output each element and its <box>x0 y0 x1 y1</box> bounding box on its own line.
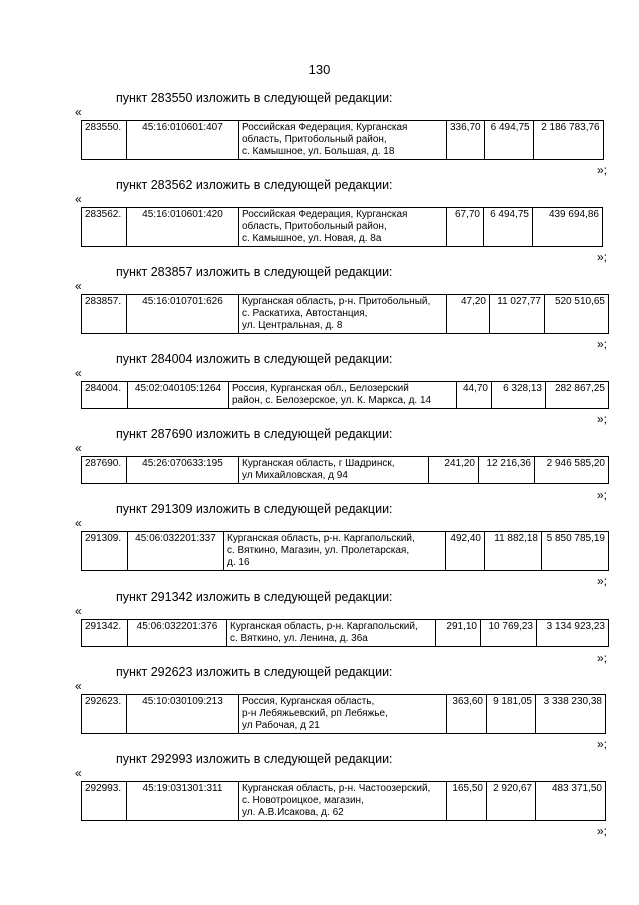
area-cell: 67,70 <box>447 208 484 247</box>
close-quote: »; <box>597 824 608 838</box>
amendment-heading: пункт 291309 изложить в следующей редакции: <box>116 502 393 516</box>
rate-cell: 6 494,75 <box>484 208 533 247</box>
address-cell: Российская Федерация, Курганская область, Притобольный район, с. Камышное, ул. Новая, д. 8а <box>239 208 447 247</box>
table-row <box>82 295 609 334</box>
cadastral-value-cell: 2 946 585,20 <box>535 457 609 484</box>
property-table <box>81 781 606 821</box>
area-cell: 47,20 <box>447 295 490 334</box>
address-cell: Курганская область, р-н. Притобольный, с. Раскатиха, Автостанция, ул. Центральная, д. 8 <box>239 295 447 334</box>
table-row <box>82 382 609 409</box>
rate-cell: 6 494,75 <box>484 121 533 160</box>
rate-cell: 11 027,77 <box>490 295 545 334</box>
table-row <box>82 208 603 247</box>
row-number-cell: 292623. <box>82 695 127 734</box>
table-row <box>82 782 606 821</box>
row-number-cell: 283857. <box>82 295 127 334</box>
row-number-cell: 291309. <box>82 532 128 571</box>
page-number: 130 <box>308 62 331 77</box>
property-table <box>81 694 606 734</box>
close-quote: »; <box>597 651 608 665</box>
amendment-heading: пункт 283857 изложить в следующей редакции: <box>116 265 393 279</box>
rate-cell: 2 920,67 <box>487 782 536 821</box>
table-row <box>82 121 604 160</box>
cadastral-number-cell: 45:02:040105:1264 <box>128 382 229 409</box>
area-cell: 291,10 <box>436 620 481 647</box>
table-row <box>82 695 606 734</box>
area-cell: 363,60 <box>447 695 487 734</box>
cadastral-number-cell: 45:16:010601:420 <box>127 208 239 247</box>
area-cell: 336,70 <box>447 121 485 160</box>
address-cell: Россия, Курганская область, р-н Лебяжьевский, рп Лебяжье, ул Рабочая, д 21 <box>239 695 447 734</box>
address-cell: Российская Федерация, Курганская область, Притобольный район, с. Камышное, ул. Большая, д. 18 <box>239 121 447 160</box>
close-quote: »; <box>597 163 608 177</box>
close-quote: »; <box>597 488 608 502</box>
open-quote: « <box>75 366 82 380</box>
property-table <box>81 456 609 484</box>
row-number-cell: 283550. <box>82 121 127 160</box>
cadastral-number-cell: 45:06:032201:337 <box>128 532 224 571</box>
close-quote: »; <box>597 412 608 426</box>
open-quote: « <box>75 192 82 206</box>
cadastral-value-cell: 2 186 783,76 <box>533 121 603 160</box>
row-number-cell: 291342. <box>82 620 128 647</box>
cadastral-number-cell: 45:16:010601:407 <box>127 121 239 160</box>
open-quote: « <box>75 279 82 293</box>
table-row <box>82 532 609 571</box>
property-table <box>81 207 603 247</box>
cadastral-value-cell: 3 134 923,23 <box>537 620 609 647</box>
rate-cell: 6 328,13 <box>492 382 546 409</box>
property-table <box>81 294 609 334</box>
rate-cell: 11 882,18 <box>485 532 542 571</box>
cadastral-value-cell: 483 371,50 <box>536 782 606 821</box>
close-quote: »; <box>597 250 608 264</box>
cadastral-value-cell: 520 510,65 <box>545 295 609 334</box>
open-quote: « <box>75 441 82 455</box>
cadastral-value-cell: 3 338 230,38 <box>536 695 606 734</box>
amendment-heading: пункт 284004 изложить в следующей редакции: <box>116 352 393 366</box>
row-number-cell: 283562. <box>82 208 127 247</box>
cadastral-number-cell: 45:26:070633:195 <box>127 457 239 484</box>
close-quote: »; <box>597 737 608 751</box>
amendment-heading: пункт 292993 изложить в следующей редакции: <box>116 752 393 766</box>
cadastral-value-cell: 5 850 785,19 <box>542 532 609 571</box>
amendment-heading: пункт 283550 изложить в следующей редакции: <box>116 91 393 105</box>
property-table <box>81 531 609 571</box>
cadastral-number-cell: 45:10:030109:213 <box>127 695 239 734</box>
address-cell: Курганская область, г Шадринск, ул Михайловская, д 94 <box>239 457 429 484</box>
address-cell: Курганская область, р-н. Частоозерский, с. Новотроицкое, магазин, ул. А.В.Исакова, д. 62 <box>239 782 447 821</box>
row-number-cell: 287690. <box>82 457 127 484</box>
amendment-heading: пункт 283562 изложить в следующей редакции: <box>116 178 393 192</box>
address-cell: Курганская область, р-н. Каргапольский, с. Вяткино, Магазин, ул. Пролетарская, д. 16 <box>224 532 446 571</box>
cadastral-value-cell: 282 867,25 <box>546 382 609 409</box>
table-row <box>82 457 609 484</box>
rate-cell: 9 181,05 <box>487 695 536 734</box>
open-quote: « <box>75 766 82 780</box>
rate-cell: 10 769,23 <box>481 620 537 647</box>
area-cell: 241,20 <box>429 457 479 484</box>
area-cell: 492,40 <box>446 532 485 571</box>
amendment-heading: пункт 291342 изложить в следующей редакции: <box>116 590 393 604</box>
open-quote: « <box>75 604 82 618</box>
close-quote: »; <box>597 574 608 588</box>
property-table <box>81 120 604 160</box>
amendment-heading: пункт 287690 изложить в следующей редакции: <box>116 427 393 441</box>
table-row <box>82 620 609 647</box>
area-cell: 165,50 <box>447 782 487 821</box>
open-quote: « <box>75 105 82 119</box>
address-cell: Россия, Курганская обл., Белозерский район, с. Белозерское, ул. К. Маркса, д. 14 <box>229 382 457 409</box>
property-table <box>81 381 609 409</box>
close-quote: »; <box>597 337 608 351</box>
cadastral-number-cell: 45:06:032201:376 <box>128 620 227 647</box>
rate-cell: 12 216,36 <box>479 457 535 484</box>
cadastral-number-cell: 45:19:031301:311 <box>127 782 239 821</box>
address-cell: Курганская область, р-н. Каргапольский, с. Вяткино, ул. Ленина, д. 36а <box>227 620 436 647</box>
area-cell: 44,70 <box>457 382 492 409</box>
amendment-heading: пункт 292623 изложить в следующей редакции: <box>116 665 393 679</box>
cadastral-number-cell: 45:16:010701:626 <box>127 295 239 334</box>
row-number-cell: 292993. <box>82 782 127 821</box>
cadastral-value-cell: 439 694,86 <box>533 208 603 247</box>
row-number-cell: 284004. <box>82 382 128 409</box>
open-quote: « <box>75 516 82 530</box>
open-quote: « <box>75 679 82 693</box>
property-table <box>81 619 609 647</box>
